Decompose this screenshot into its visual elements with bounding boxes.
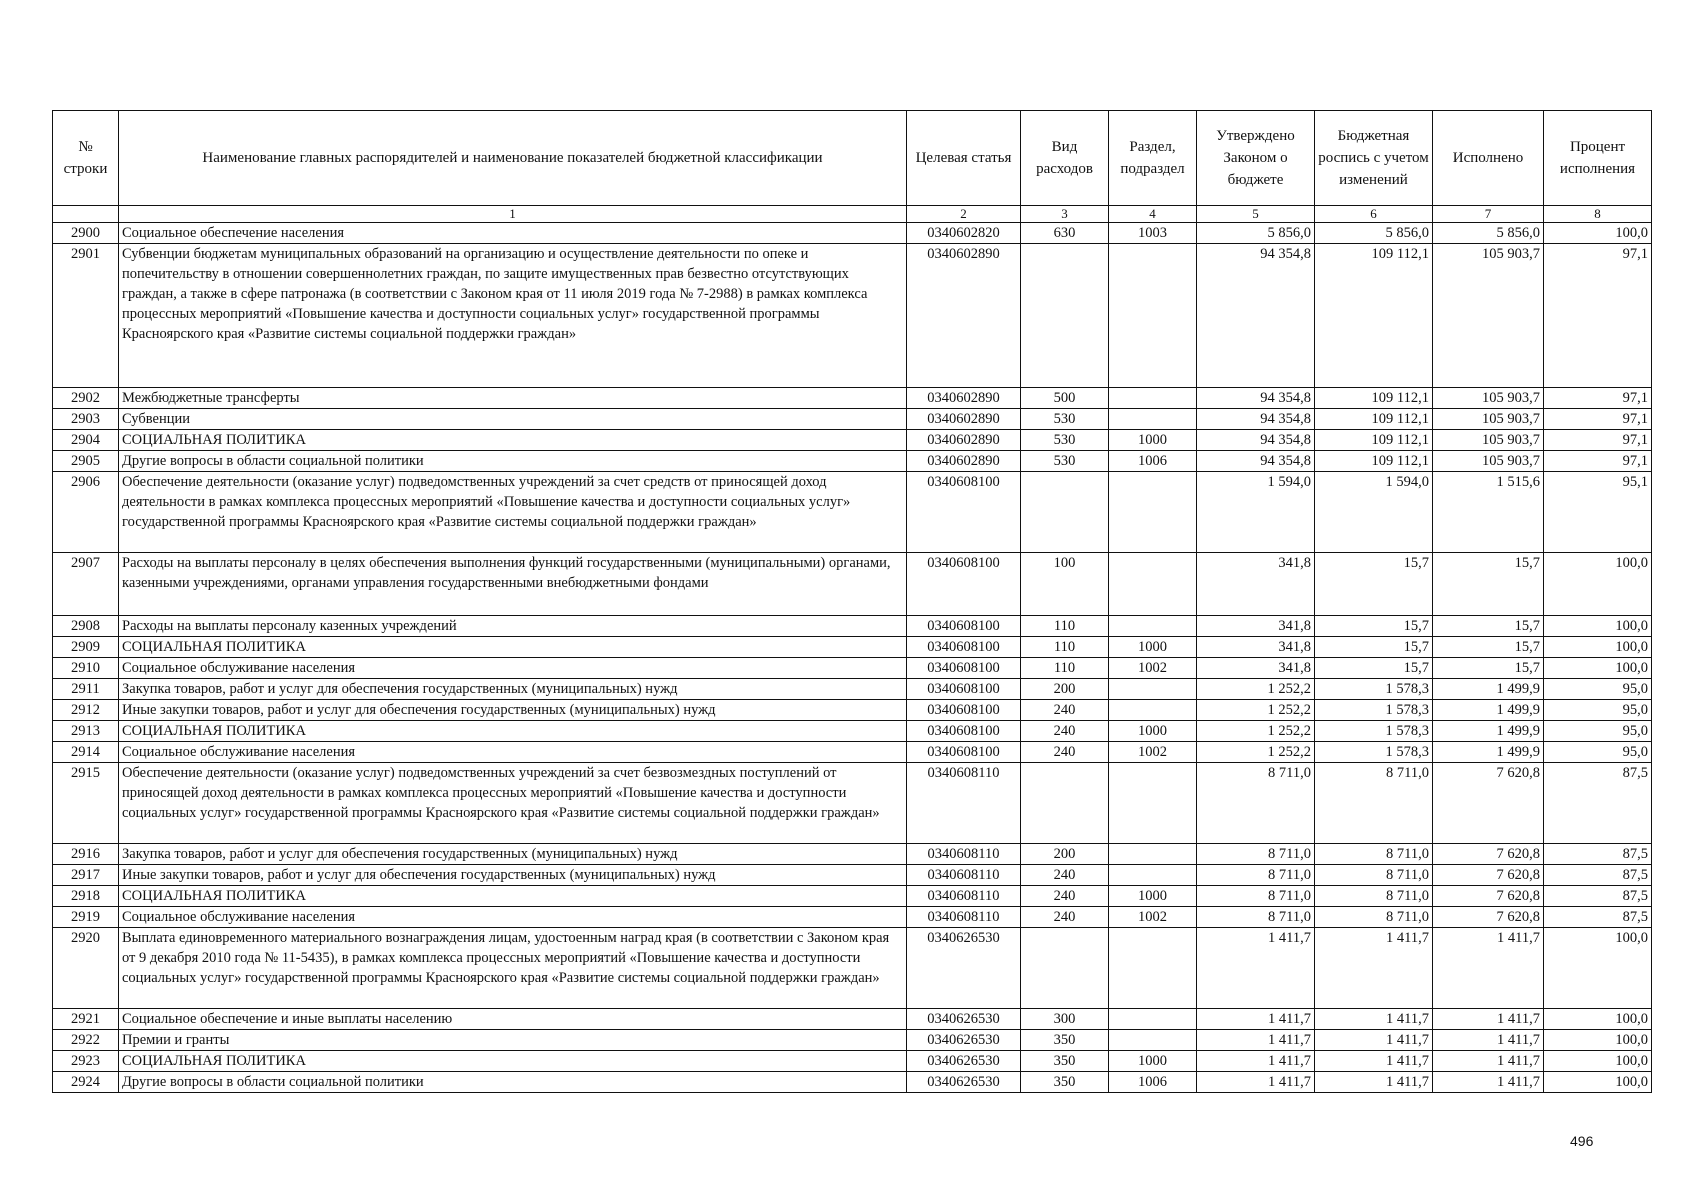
- row-approved: 8 711,0: [1197, 907, 1315, 928]
- row-budget-schedule: 15,7: [1315, 658, 1433, 679]
- row-expense-type: 630: [1021, 223, 1109, 244]
- row-approved: 8 711,0: [1197, 865, 1315, 886]
- row-percent: 87,5: [1544, 907, 1652, 928]
- row-target-article: 0340608110: [907, 844, 1021, 865]
- row-number: 2917: [53, 865, 119, 886]
- row-name: Межбюджетные трансферты: [119, 388, 907, 409]
- row-expense-type: 350: [1021, 1030, 1109, 1051]
- row-approved: 341,8: [1197, 616, 1315, 637]
- row-name: СОЦИАЛЬНАЯ ПОЛИТИКА: [119, 1051, 907, 1072]
- row-budget-schedule: 5 856,0: [1315, 223, 1433, 244]
- row-section: 1002: [1109, 658, 1197, 679]
- row-number: 2905: [53, 451, 119, 472]
- row-percent: 87,5: [1544, 844, 1652, 865]
- header-executed: Исполнено: [1433, 111, 1544, 206]
- row-section: [1109, 700, 1197, 721]
- row-section: 1000: [1109, 430, 1197, 451]
- row-approved: 1 252,2: [1197, 679, 1315, 700]
- row-target-article: 0340602890: [907, 244, 1021, 388]
- row-approved: 1 252,2: [1197, 742, 1315, 763]
- table-row: [53, 679, 1652, 700]
- row-percent: 95,0: [1544, 721, 1652, 742]
- row-percent: 87,5: [1544, 865, 1652, 886]
- row-name: Субвенции бюджетам муниципальных образований на организацию и осуществление деятельности по опеке и попечительству в отношении совершеннолетних граждан, по защите имущественных прав безвестно отсутствующих граждан, а также в сфере патронажа (в соответствии с Законом края от 11 июля 2019 года № 7-2988) в рамках комплекса процессных мероприятий «Повышение качества и доступности социальных услуг» государственной программы Красноярского края «Развитие системы социальной поддержки граждан»: [119, 244, 907, 388]
- row-expense-type: 200: [1021, 844, 1109, 865]
- row-approved: 8 711,0: [1197, 763, 1315, 844]
- row-section: [1109, 388, 1197, 409]
- row-approved: 341,8: [1197, 637, 1315, 658]
- table-row: [53, 430, 1652, 451]
- table-row: [53, 886, 1652, 907]
- row-section: [1109, 616, 1197, 637]
- row-approved: 1 411,7: [1197, 1009, 1315, 1030]
- table-row: [53, 616, 1652, 637]
- row-percent: 87,5: [1544, 886, 1652, 907]
- row-target-article: 0340608100: [907, 700, 1021, 721]
- row-number: 2911: [53, 679, 119, 700]
- table-row: [53, 451, 1652, 472]
- row-section: [1109, 763, 1197, 844]
- row-approved: 1 252,2: [1197, 700, 1315, 721]
- row-budget-schedule: 1 411,7: [1315, 1030, 1433, 1051]
- row-name: Обеспечение деятельности (оказание услуг) подведомственных учреждений за счет средств от приносящей доход деятельности в рамках комплекса процессных мероприятий «Повышение качества и доступности социальных услуг» государственной программы Красноярского края «Развитие системы социальной поддержки граждан»: [119, 472, 907, 553]
- row-section: [1109, 409, 1197, 430]
- row-executed: 15,7: [1433, 616, 1544, 637]
- row-name: СОЦИАЛЬНАЯ ПОЛИТИКА: [119, 637, 907, 658]
- row-expense-type: 240: [1021, 907, 1109, 928]
- row-section: 1003: [1109, 223, 1197, 244]
- row-executed: 1 499,9: [1433, 721, 1544, 742]
- table-row: [53, 1051, 1652, 1072]
- row-executed: 105 903,7: [1433, 388, 1544, 409]
- row-name: Расходы на выплаты персоналу казенных учреждений: [119, 616, 907, 637]
- row-executed: 105 903,7: [1433, 451, 1544, 472]
- header-expense-type: Вид расходов: [1021, 111, 1109, 206]
- row-number: 2915: [53, 763, 119, 844]
- row-approved: 8 711,0: [1197, 844, 1315, 865]
- row-executed: 1 515,6: [1433, 472, 1544, 553]
- row-section: 1006: [1109, 451, 1197, 472]
- row-percent: 100,0: [1544, 1072, 1652, 1093]
- row-expense-type: 300: [1021, 1009, 1109, 1030]
- row-budget-schedule: 8 711,0: [1315, 907, 1433, 928]
- row-number: 2921: [53, 1009, 119, 1030]
- table-row: [53, 553, 1652, 616]
- row-name: Социальное обслуживание населения: [119, 907, 907, 928]
- row-number: 2914: [53, 742, 119, 763]
- row-name: Иные закупки товаров, работ и услуг для обеспечения государственных (муниципальных) нужд: [119, 865, 907, 886]
- column-number-row: [53, 206, 1652, 223]
- row-target-article: 0340602890: [907, 430, 1021, 451]
- row-section: 1000: [1109, 637, 1197, 658]
- table-row: [53, 388, 1652, 409]
- row-target-article: 0340602820: [907, 223, 1021, 244]
- column-number: 6: [1315, 206, 1433, 223]
- table-row: [53, 844, 1652, 865]
- row-expense-type: 240: [1021, 721, 1109, 742]
- row-executed: 1 499,9: [1433, 742, 1544, 763]
- row-target-article: 0340626530: [907, 1009, 1021, 1030]
- row-executed: 15,7: [1433, 637, 1544, 658]
- table-row: [53, 244, 1652, 388]
- row-budget-schedule: 109 112,1: [1315, 409, 1433, 430]
- row-target-article: 0340626530: [907, 1072, 1021, 1093]
- column-number: 8: [1544, 206, 1652, 223]
- row-expense-type: [1021, 763, 1109, 844]
- row-executed: 7 620,8: [1433, 844, 1544, 865]
- row-section: [1109, 844, 1197, 865]
- row-approved: 1 411,7: [1197, 928, 1315, 1009]
- row-name: Субвенции: [119, 409, 907, 430]
- row-number: 2909: [53, 637, 119, 658]
- row-executed: 7 620,8: [1433, 907, 1544, 928]
- row-target-article: 0340602890: [907, 451, 1021, 472]
- row-percent: 87,5: [1544, 763, 1652, 844]
- row-number: 2913: [53, 721, 119, 742]
- row-section: [1109, 928, 1197, 1009]
- row-name: СОЦИАЛЬНАЯ ПОЛИТИКА: [119, 430, 907, 451]
- table-row: [53, 223, 1652, 244]
- row-executed: 1 411,7: [1433, 1030, 1544, 1051]
- row-percent: 100,0: [1544, 1051, 1652, 1072]
- row-name: Социальное обслуживание населения: [119, 658, 907, 679]
- row-expense-type: 530: [1021, 409, 1109, 430]
- row-section: 1000: [1109, 1051, 1197, 1072]
- row-name: Другие вопросы в области социальной политики: [119, 451, 907, 472]
- table-row: [53, 1030, 1652, 1051]
- column-number: 1: [119, 206, 907, 223]
- row-budget-schedule: 15,7: [1315, 616, 1433, 637]
- page-number: 496: [1570, 1133, 1594, 1149]
- row-budget-schedule: 8 711,0: [1315, 865, 1433, 886]
- row-number: 2923: [53, 1051, 119, 1072]
- row-section: [1109, 1009, 1197, 1030]
- row-executed: 15,7: [1433, 658, 1544, 679]
- row-section: 1002: [1109, 742, 1197, 763]
- row-target-article: 0340608110: [907, 763, 1021, 844]
- row-target-article: 0340608100: [907, 553, 1021, 616]
- row-name: СОЦИАЛЬНАЯ ПОЛИТИКА: [119, 886, 907, 907]
- row-number: 2918: [53, 886, 119, 907]
- row-target-article: 0340608110: [907, 907, 1021, 928]
- row-number: 2906: [53, 472, 119, 553]
- row-name: Закупка товаров, работ и услуг для обеспечения государственных (муниципальных) нужд: [119, 679, 907, 700]
- row-executed: 1 411,7: [1433, 1051, 1544, 1072]
- row-budget-schedule: 1 411,7: [1315, 928, 1433, 1009]
- row-target-article: 0340608100: [907, 742, 1021, 763]
- row-percent: 100,0: [1544, 553, 1652, 616]
- row-budget-schedule: 109 112,1: [1315, 451, 1433, 472]
- row-budget-schedule: 15,7: [1315, 637, 1433, 658]
- column-number: 5: [1197, 206, 1315, 223]
- row-approved: 1 411,7: [1197, 1072, 1315, 1093]
- row-budget-schedule: 109 112,1: [1315, 388, 1433, 409]
- table-row: [53, 472, 1652, 553]
- row-approved: 94 354,8: [1197, 430, 1315, 451]
- row-expense-type: 530: [1021, 451, 1109, 472]
- row-target-article: 0340608100: [907, 616, 1021, 637]
- row-expense-type: 500: [1021, 388, 1109, 409]
- table-row: [53, 637, 1652, 658]
- row-percent: 97,1: [1544, 388, 1652, 409]
- row-executed: 105 903,7: [1433, 244, 1544, 388]
- row-expense-type: 110: [1021, 637, 1109, 658]
- row-executed: 1 411,7: [1433, 1072, 1544, 1093]
- row-executed: 1 411,7: [1433, 928, 1544, 1009]
- row-budget-schedule: 1 411,7: [1315, 1051, 1433, 1072]
- row-section: [1109, 472, 1197, 553]
- row-expense-type: 240: [1021, 742, 1109, 763]
- row-approved: 1 252,2: [1197, 721, 1315, 742]
- row-budget-schedule: 109 112,1: [1315, 430, 1433, 451]
- row-expense-type: 350: [1021, 1051, 1109, 1072]
- row-percent: 100,0: [1544, 1009, 1652, 1030]
- table-body: [53, 223, 1652, 1093]
- row-section: [1109, 679, 1197, 700]
- row-executed: 7 620,8: [1433, 865, 1544, 886]
- row-executed: 5 856,0: [1433, 223, 1544, 244]
- row-section: 1000: [1109, 886, 1197, 907]
- row-target-article: 0340608100: [907, 637, 1021, 658]
- row-target-article: 0340608110: [907, 865, 1021, 886]
- row-number: 2900: [53, 223, 119, 244]
- table-row: [53, 1009, 1652, 1030]
- row-budget-schedule: 1 578,3: [1315, 679, 1433, 700]
- row-budget-schedule: 109 112,1: [1315, 244, 1433, 388]
- row-name: СОЦИАЛЬНАЯ ПОЛИТИКА: [119, 721, 907, 742]
- row-approved: 94 354,8: [1197, 244, 1315, 388]
- row-budget-schedule: 1 578,3: [1315, 700, 1433, 721]
- row-expense-type: [1021, 244, 1109, 388]
- row-percent: 100,0: [1544, 223, 1652, 244]
- row-expense-type: 100: [1021, 553, 1109, 616]
- table-row: [53, 1072, 1652, 1093]
- header-approved: Утверждено Законом о бюджете: [1197, 111, 1315, 206]
- row-budget-schedule: 8 711,0: [1315, 763, 1433, 844]
- row-percent: 100,0: [1544, 616, 1652, 637]
- row-budget-schedule: 1 578,3: [1315, 742, 1433, 763]
- row-expense-type: 240: [1021, 886, 1109, 907]
- row-target-article: 0340602890: [907, 388, 1021, 409]
- row-expense-type: [1021, 928, 1109, 1009]
- column-number: 7: [1433, 206, 1544, 223]
- table-row: [53, 907, 1652, 928]
- row-approved: 94 354,8: [1197, 409, 1315, 430]
- row-budget-schedule: 15,7: [1315, 553, 1433, 616]
- row-number: 2912: [53, 700, 119, 721]
- row-approved: 341,8: [1197, 553, 1315, 616]
- row-section: 1000: [1109, 721, 1197, 742]
- row-executed: 7 620,8: [1433, 763, 1544, 844]
- row-percent: 100,0: [1544, 637, 1652, 658]
- row-approved: 94 354,8: [1197, 388, 1315, 409]
- row-percent: 97,1: [1544, 244, 1652, 388]
- row-name: Премии и гранты: [119, 1030, 907, 1051]
- row-percent: 95,0: [1544, 679, 1652, 700]
- row-number: 2908: [53, 616, 119, 637]
- row-number: 2920: [53, 928, 119, 1009]
- header-budget-schedule: Бюджетная роспись с учетом изменений: [1315, 111, 1433, 206]
- column-number: 4: [1109, 206, 1197, 223]
- row-target-article: 0340602890: [907, 409, 1021, 430]
- row-budget-schedule: 8 711,0: [1315, 844, 1433, 865]
- row-number: 2924: [53, 1072, 119, 1093]
- row-target-article: 0340626530: [907, 1051, 1021, 1072]
- row-percent: 97,1: [1544, 451, 1652, 472]
- row-percent: 97,1: [1544, 409, 1652, 430]
- row-executed: 105 903,7: [1433, 430, 1544, 451]
- row-number: 2901: [53, 244, 119, 388]
- row-executed: 1 499,9: [1433, 679, 1544, 700]
- row-budget-schedule: 1 411,7: [1315, 1009, 1433, 1030]
- row-approved: 1 411,7: [1197, 1030, 1315, 1051]
- row-executed: 15,7: [1433, 553, 1544, 616]
- row-approved: 341,8: [1197, 658, 1315, 679]
- row-name: Расходы на выплаты персоналу в целях обеспечения выполнения функций государственными (муниципальными) органами, казенными учреждениями, органами управления государственными внебюджетными фондами: [119, 553, 907, 616]
- row-percent: 100,0: [1544, 658, 1652, 679]
- row-number: 2922: [53, 1030, 119, 1051]
- row-section: 1002: [1109, 907, 1197, 928]
- header-row-number: № строки: [53, 111, 119, 206]
- row-section: [1109, 553, 1197, 616]
- row-approved: 1 594,0: [1197, 472, 1315, 553]
- row-target-article: 0340608100: [907, 472, 1021, 553]
- row-name: Иные закупки товаров, работ и услуг для обеспечения государственных (муниципальных) нужд: [119, 700, 907, 721]
- table-row: [53, 658, 1652, 679]
- row-target-article: 0340608100: [907, 658, 1021, 679]
- column-number-blank: [53, 206, 119, 223]
- header-percent: Процент исполнения: [1544, 111, 1652, 206]
- row-expense-type: 110: [1021, 616, 1109, 637]
- row-expense-type: 110: [1021, 658, 1109, 679]
- row-target-article: 0340626530: [907, 928, 1021, 1009]
- row-expense-type: 530: [1021, 430, 1109, 451]
- header-section: Раздел, подраздел: [1109, 111, 1197, 206]
- row-approved: 8 711,0: [1197, 886, 1315, 907]
- row-percent: 95,0: [1544, 742, 1652, 763]
- row-expense-type: 350: [1021, 1072, 1109, 1093]
- table-row: [53, 928, 1652, 1009]
- row-name: Социальное обеспечение населения: [119, 223, 907, 244]
- header-name: Наименование главных распорядителей и наименование показателей бюджетной классификации: [119, 111, 907, 206]
- row-percent: 97,1: [1544, 430, 1652, 451]
- row-number: 2916: [53, 844, 119, 865]
- row-expense-type: 240: [1021, 700, 1109, 721]
- row-name: Социальное обслуживание населения: [119, 742, 907, 763]
- row-number: 2919: [53, 907, 119, 928]
- row-name: Обеспечение деятельности (оказание услуг) подведомственных учреждений за счет безвозмездных поступлений от приносящей доход деятельности в рамках комплекса процессных мероприятий «Повышение качества и доступности социальных услуг» государственной программы Красноярского края «Развитие системы социальной поддержки граждан»: [119, 763, 907, 844]
- row-budget-schedule: 1 411,7: [1315, 1072, 1433, 1093]
- row-expense-type: 240: [1021, 865, 1109, 886]
- row-target-article: 0340626530: [907, 1030, 1021, 1051]
- table-row: [53, 742, 1652, 763]
- row-section: [1109, 244, 1197, 388]
- row-budget-schedule: 8 711,0: [1315, 886, 1433, 907]
- row-number: 2902: [53, 388, 119, 409]
- row-executed: 1 411,7: [1433, 1009, 1544, 1030]
- table-row: [53, 700, 1652, 721]
- row-percent: 100,0: [1544, 928, 1652, 1009]
- row-percent: 95,0: [1544, 700, 1652, 721]
- row-budget-schedule: 1 594,0: [1315, 472, 1433, 553]
- table-row: [53, 409, 1652, 430]
- table-row: [53, 763, 1652, 844]
- row-approved: 1 411,7: [1197, 1051, 1315, 1072]
- row-percent: 95,1: [1544, 472, 1652, 553]
- row-approved: 5 856,0: [1197, 223, 1315, 244]
- column-number: 2: [907, 206, 1021, 223]
- table-row: [53, 865, 1652, 886]
- row-expense-type: [1021, 472, 1109, 553]
- row-number: 2903: [53, 409, 119, 430]
- row-percent: 100,0: [1544, 1030, 1652, 1051]
- row-section: 1006: [1109, 1072, 1197, 1093]
- row-name: Закупка товаров, работ и услуг для обеспечения государственных (муниципальных) нужд: [119, 844, 907, 865]
- row-target-article: 0340608100: [907, 679, 1021, 700]
- row-number: 2907: [53, 553, 119, 616]
- row-budget-schedule: 1 578,3: [1315, 721, 1433, 742]
- column-number: 3: [1021, 206, 1109, 223]
- row-executed: 1 499,9: [1433, 700, 1544, 721]
- row-section: [1109, 865, 1197, 886]
- row-number: 2910: [53, 658, 119, 679]
- row-name: Выплата единовременного материального вознаграждения лицам, удостоенным наград края (в соответствии с Законом края от 9 декабря 2010 года № 11-5435), в рамках комплекса процессных мероприятий «Повышение качества и доступности социальных услуг» государственной программы Красноярского края «Развитие системы социальной поддержки граждан»: [119, 928, 907, 1009]
- row-target-article: 0340608110: [907, 886, 1021, 907]
- table-row: [53, 721, 1652, 742]
- budget-table: [52, 110, 1652, 1093]
- row-executed: 105 903,7: [1433, 409, 1544, 430]
- header-target-article: Целевая статья: [907, 111, 1021, 206]
- table-header-row: [53, 111, 1652, 206]
- row-target-article: 0340608100: [907, 721, 1021, 742]
- row-section: [1109, 1030, 1197, 1051]
- row-name: Другие вопросы в области социальной политики: [119, 1072, 907, 1093]
- row-approved: 94 354,8: [1197, 451, 1315, 472]
- row-name: Социальное обеспечение и иные выплаты населению: [119, 1009, 907, 1030]
- row-executed: 7 620,8: [1433, 886, 1544, 907]
- row-number: 2904: [53, 430, 119, 451]
- row-expense-type: 200: [1021, 679, 1109, 700]
